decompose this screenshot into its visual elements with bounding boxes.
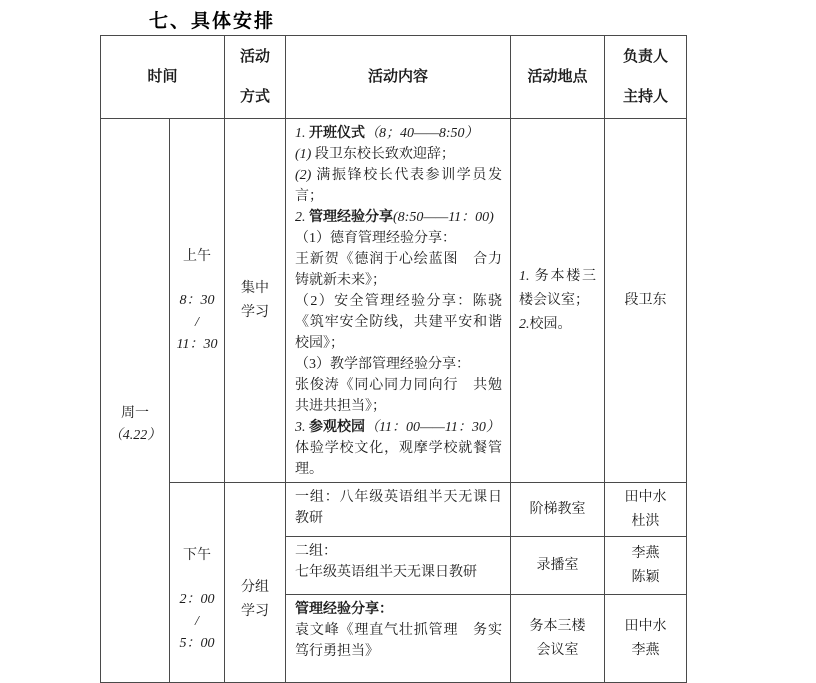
header-activity-method: 活动 方式: [225, 36, 286, 119]
cell-morning-method: 集中 学习: [225, 119, 286, 483]
cell-morning-person: 段卫东: [605, 119, 687, 483]
cell-afternoon-method: 分组 学习: [225, 483, 286, 683]
cell-sharing-person: 田中水 李燕: [605, 595, 687, 683]
cell-group2-content: 二组： 七年级英语组半天无课日教研: [286, 537, 511, 595]
header-person-in-charge: 负责人 主持人: [605, 36, 687, 119]
cell-sharing-location: 务本三楼 会议室: [511, 595, 605, 683]
header-activity-content: 活动内容: [286, 36, 511, 119]
cell-day-monday: 周一 （4.22）: [101, 119, 170, 683]
cell-group2-location: 录播室: [511, 537, 605, 595]
section-title: 七、具体安排: [149, 11, 276, 32]
header-time: 时间: [101, 36, 225, 119]
header-activity-location: 活动地点: [511, 36, 605, 119]
cell-group2-person: 李燕 陈颖: [605, 537, 687, 595]
cell-morning-content: 1. 开班仪式（8；40——8:50） (1) 段卫东校长致欢迎辞； (2) 满振锋校长代表参训学员发言； 2. 管理经验分享(8:50——11：00) （1）德育管理经验分享： 王新贺《德润于心绘蓝图 合力铸就新未来》； （2）安全管理经验分享：陈骁《筑牢安全防线，共建平安和谐校园》； （3）教学部管理经验分享： 张俊涛《同心同力同向行 共勉共进共担当》； 3. 参观校园（11：00——11：30） 体验学校文化，观摩学校就餐管理。: [286, 119, 511, 483]
cell-morning-location: 1. 务本楼三楼会议室； 2.校园。: [511, 119, 605, 483]
row-morning: [101, 119, 687, 483]
cell-afternoon-time: 下午 2：00 / 5：00: [170, 483, 225, 683]
cell-morning-time: 上午 8：30 / 11：30: [170, 119, 225, 483]
cell-group1-content: 一组：八年级英语组半天无课日教研: [286, 483, 511, 537]
cell-group1-location: 阶梯教室: [511, 483, 605, 537]
row-group1: [101, 483, 687, 537]
header-row: [101, 36, 687, 119]
cell-sharing-content: 管理经验分享： 袁文峰《理直气壮抓管理 务实笃行勇担当》: [286, 595, 511, 683]
cell-group1-person: 田中水 杜洪: [605, 483, 687, 537]
schedule-table: [100, 35, 687, 683]
